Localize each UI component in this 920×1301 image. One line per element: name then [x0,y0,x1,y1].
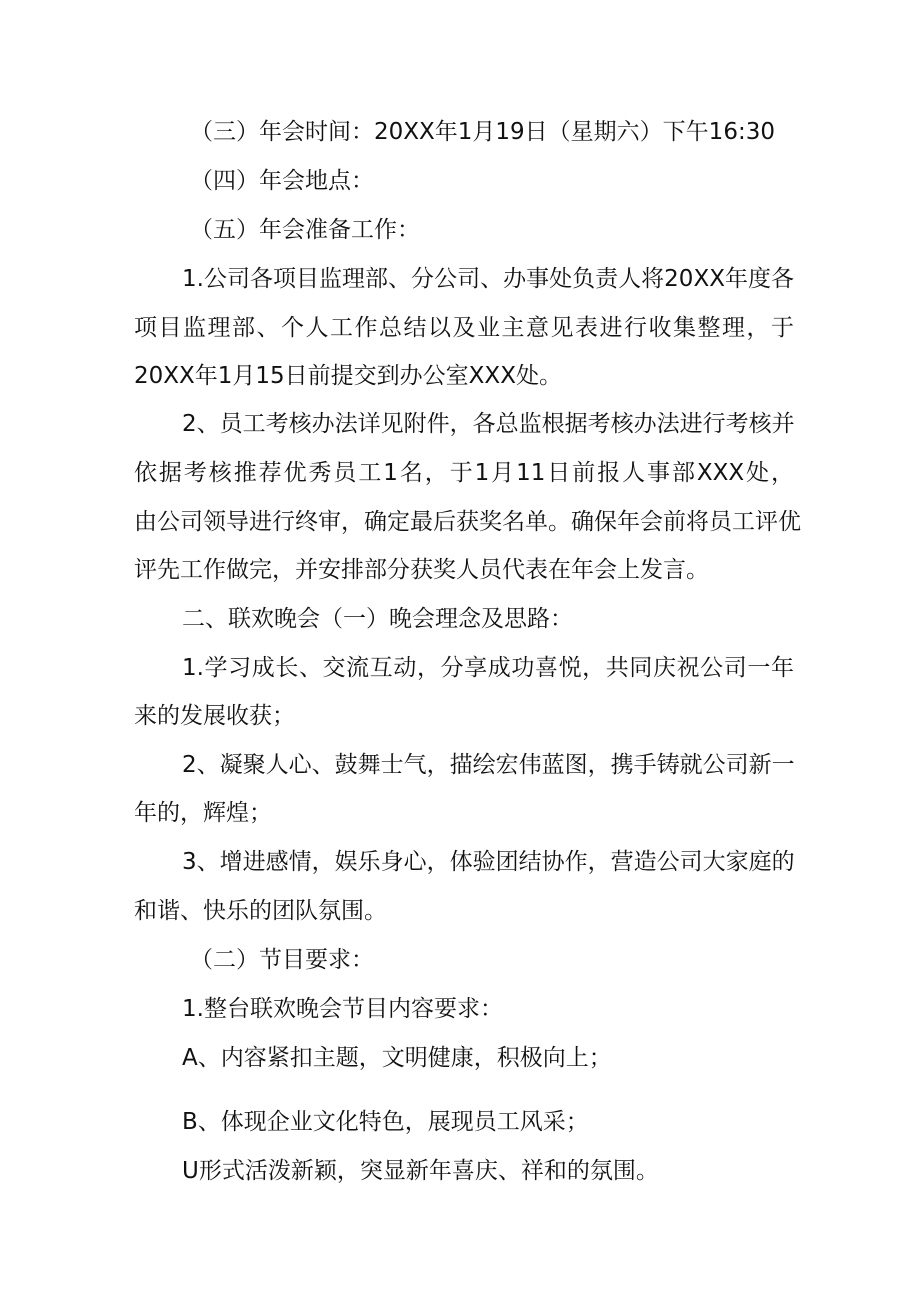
paragraph-line: 1.公司各项目监理部、分公司、办事处负责人将20XX年度各 [182,266,794,292]
paragraph-line: 由公司领导进行终审，确定最后获奖名单。确保年会前将员工评优 [134,509,801,535]
paragraph-line: 2、员工考核办法详见附件，各总监根据考核办法进行考核并 [182,411,795,437]
section-heading: 二、联欢晚会（一）晚会理念及思路： [182,606,573,632]
paragraph-line: 1.学习成长、交流互动，分享成功喜悦，共同庆祝公司一年 [182,655,794,681]
paragraph-line: （四）年会地点： [190,168,374,194]
list-item: B、体现企业文化特色，展现员工风采； [182,1109,589,1135]
paragraph-line: 项目监理部、个人工作总结以及业主意见表进行收集整理，于 [134,315,794,341]
paragraph-line: 2、凝聚人心、鼓舞士气，描绘宏伟蓝图，携手铸就公司新一 [182,752,795,778]
list-item: A、内容紧扣主题，文明健康，积极向上； [182,1045,612,1071]
paragraph-line: 年的，辉煌； [134,800,272,826]
paragraph-line: 评先工作做完，并安排部分获奖人员代表在年会上发言。 [134,557,709,583]
list-item: U形式活泼新颖，突显新年喜庆、祥和的氛围。 [182,1158,659,1184]
paragraph-line: （三）年会时间：20XX年1月19日（星期六）下午16:30 [190,119,775,145]
paragraph-line: 3、增进感情，娱乐身心，体验团结协作，营造公司大家庭的 [182,849,795,875]
paragraph-line: 和谐、快乐的团队氛围。 [134,898,387,924]
paragraph-line: （五）年会准备工作： [190,217,420,243]
paragraph-line: 依据考核推荐优秀员工1名，于1月11日前报人事部XXX处， [134,460,794,486]
paragraph-line: 1.整台联欢晚会节目内容要求： [182,996,503,1022]
section-heading: （二）节目要求： [190,947,374,973]
paragraph-line: 20XX年1月15日前提交到办公室XXX处。 [134,363,562,389]
paragraph-line: 来的发展收获； [134,703,295,729]
